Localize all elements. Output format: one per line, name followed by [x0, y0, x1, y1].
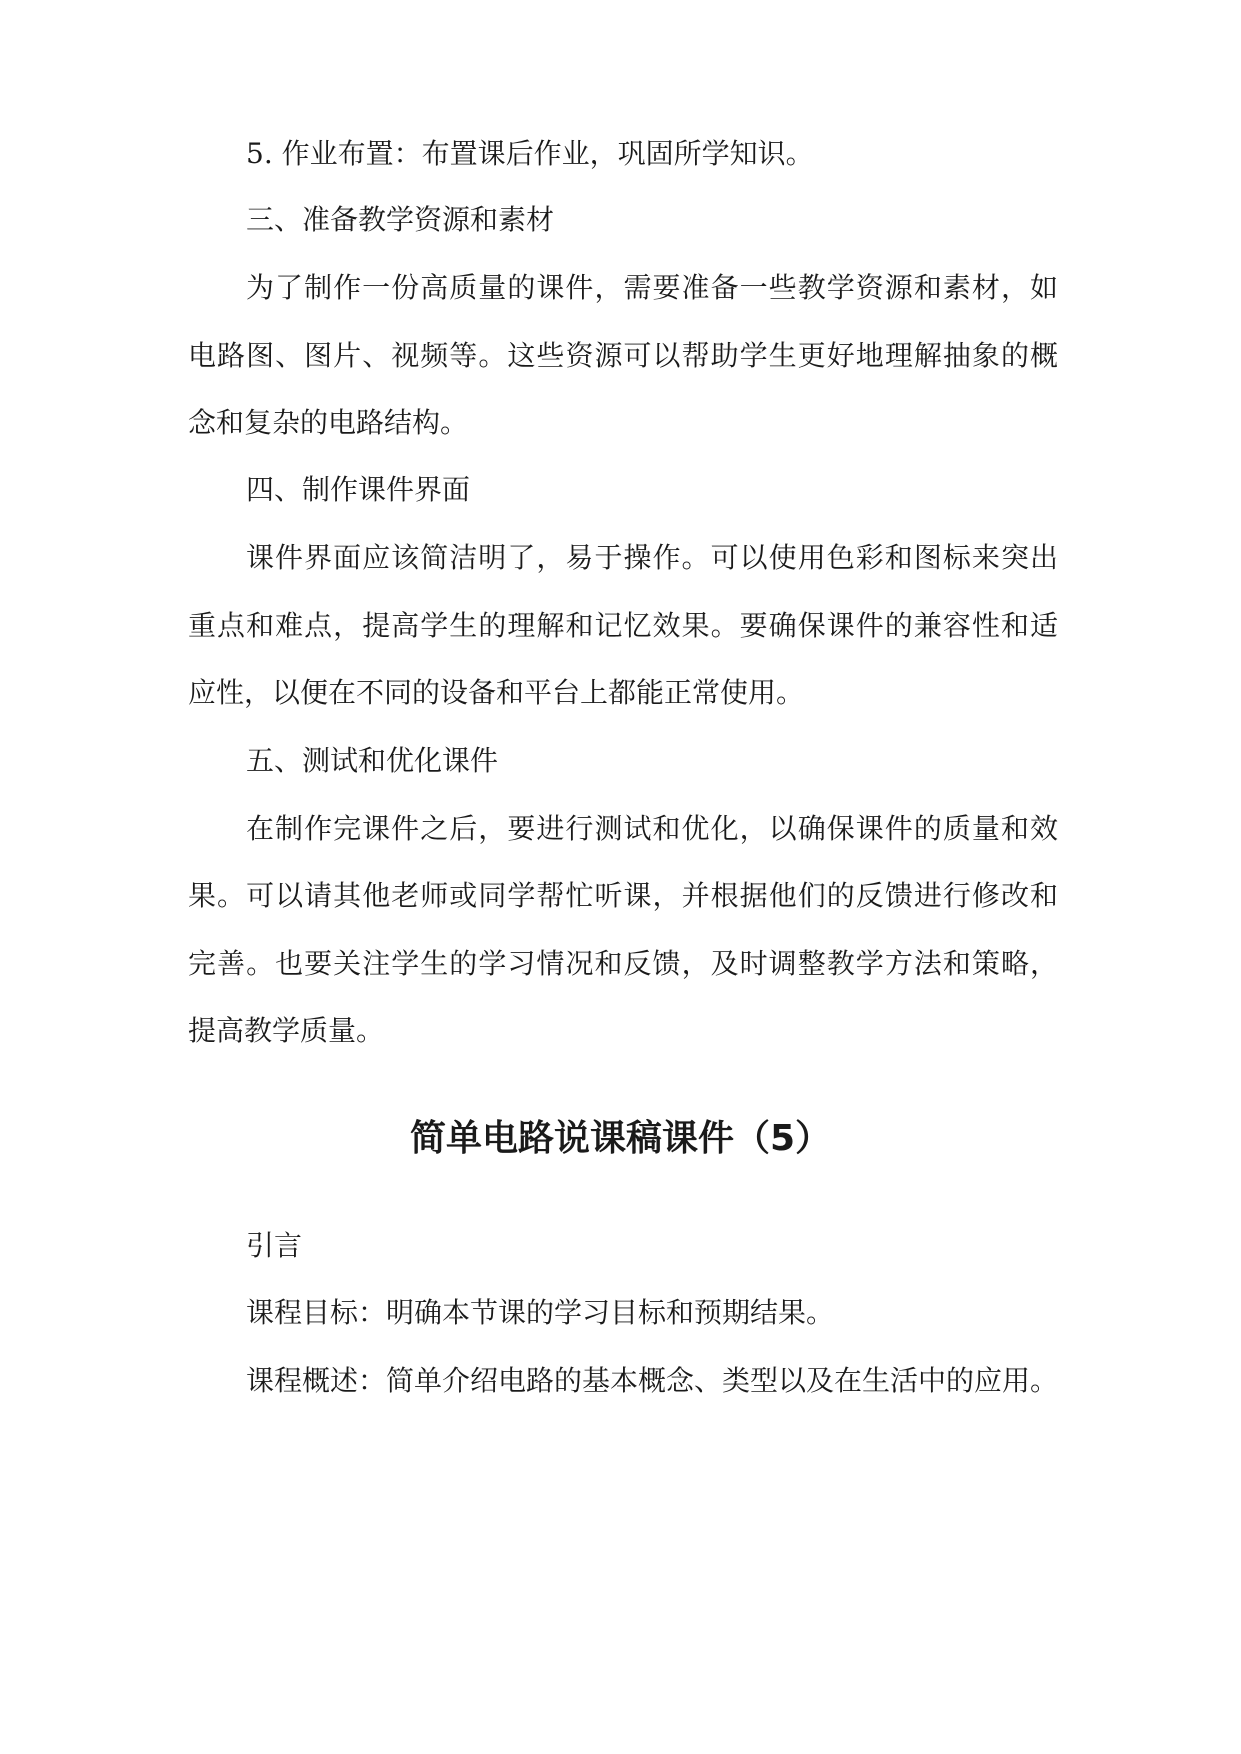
section-heading-resources: 三、准备教学资源和素材 — [246, 203, 555, 236]
section-heading-interface: 四、制作课件界面 — [246, 473, 471, 506]
paragraph-line: 果。可以请其他老师或同学帮忙听课，并根据他们的反馈进行修改和 — [188, 879, 1058, 912]
page-title: 简单电路说课稿课件（5） — [409, 1118, 832, 1159]
paragraph-line: 在制作完课件之后，要进行测试和优化，以确保课件的质量和效 — [246, 812, 1058, 845]
paragraph-line: 电路图、图片、视频等。这些资源可以帮助学生更好地理解抽象的概 — [188, 339, 1058, 372]
paragraph-line: 提高教学质量。 — [188, 1014, 385, 1047]
intro-heading: 引言 — [246, 1229, 303, 1262]
paragraph-line: 完善。也要关注学生的学习情况和反馈，及时调整教学方法和策略， — [188, 947, 1058, 980]
section-heading-testing: 五、测试和优化课件 — [246, 744, 499, 777]
course-goal: 课程目标：明确本节课的学习目标和预期结果。 — [246, 1296, 835, 1329]
paragraph-line: 课件界面应该简洁明了，易于操作。可以使用色彩和图标来突出 — [246, 541, 1058, 574]
paragraph-line: 念和复杂的电路结构。 — [188, 406, 469, 439]
paragraph-line: 应性，以便在不同的设备和平台上都能正常使用。 — [188, 676, 805, 709]
paragraph-line: 重点和难点，提高学生的理解和记忆效果。要确保课件的兼容性和适 — [188, 609, 1058, 642]
homework-item: 5. 作业布置：布置课后作业，巩固所学知识。 — [246, 137, 814, 170]
course-overview: 课程概述：简单介绍电路的基本概念、类型以及在生活中的应用。 — [246, 1364, 1059, 1397]
paragraph-line: 为了制作一份高质量的课件，需要准备一些教学资源和素材，如 — [246, 271, 1058, 304]
